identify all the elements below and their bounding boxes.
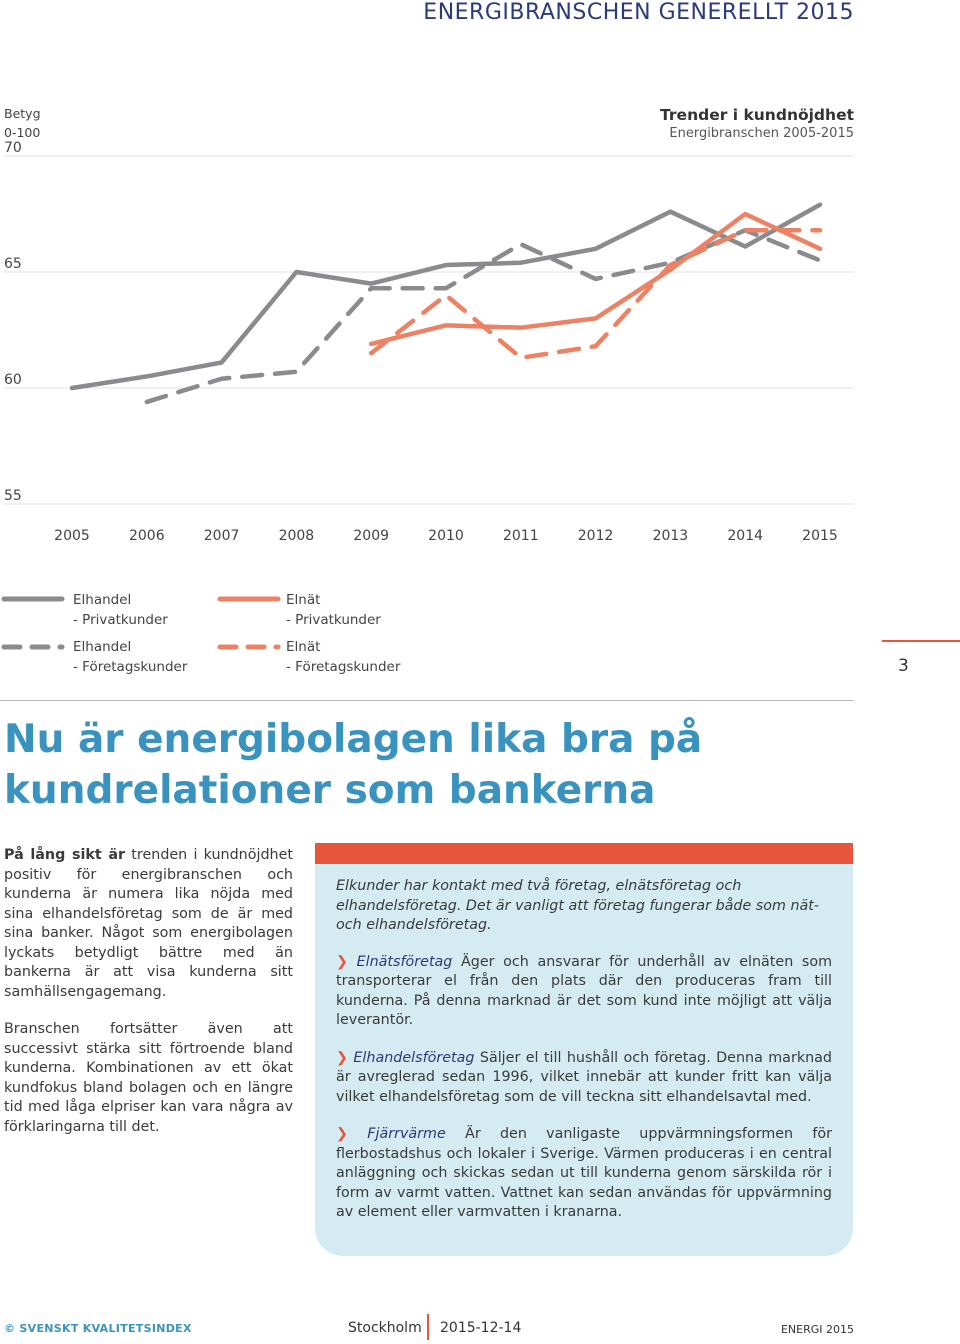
- section-divider: [0, 700, 854, 701]
- fact-box-term: Fjärrvärme: [367, 1126, 446, 1142]
- page-number-rule: [882, 640, 960, 642]
- x-tick-label: 2006: [128, 528, 165, 544]
- legend-label: - Privatkunder: [286, 612, 381, 628]
- chart-title: Trender i kundnöjdhet: [660, 106, 854, 124]
- footer-date: 2015-12-14: [440, 1320, 522, 1336]
- legend-label: - Privatkunder: [73, 612, 168, 628]
- article-heading: [4, 714, 702, 816]
- legend-entry-elhandel-foretag: [73, 637, 187, 677]
- x-tick-label: 2015: [802, 528, 838, 544]
- article-heading-line1: Nu är energibolagen lika bra på: [4, 717, 703, 762]
- chevron-right-icon: ❯: [336, 1126, 348, 1142]
- fact-box-term: Elhandelsföretag: [353, 1049, 475, 1066]
- chart-y-ticks: [4, 140, 22, 504]
- y-tick-label: 55: [4, 488, 22, 504]
- fact-box: [315, 843, 853, 1256]
- series-line-0: [72, 205, 820, 388]
- chart-subtitle: Energibranschen 2005-2015: [669, 126, 854, 141]
- legend-entry-elnat-privat: [286, 590, 381, 630]
- legend-label: Elnät: [286, 592, 321, 608]
- legend-entry-elhandel-privat: [73, 590, 168, 630]
- y-tick-label: 70: [4, 140, 22, 156]
- page-number: 3: [898, 656, 909, 676]
- body-lead: På lång sikt är: [4, 847, 126, 863]
- fact-box-text: Äger och ansvarar för underhåll av elnäten som transporterar el från den plats där den produceras fram till kunderna. På denna marknad är det som kund inte möjligt att välja leverantör.: [336, 953, 832, 1028]
- body-paragraph-1-text: trenden i kundnöjdhet positiv för energibranschen och kunderna är numera lika nöjda med sina elhandelsföretag som de är med sina banker. Något som energibolagen lyckats betydligt bättre med än bankerna är att visa kunderna sitt samhällsengagemang.: [4, 847, 293, 1000]
- legend-entry-elnat-foretag: [286, 637, 400, 677]
- fact-box-text: Säljer el till hushåll och företag. Denna marknad är avreglerad sedan 1996, vilket innebär att kunder fritt kan välja vilket elhandelsföretag som de vill teckna sitt elhandelsavtal med.: [336, 1049, 832, 1105]
- chevron-right-icon: ❯: [336, 953, 348, 970]
- fact-box-item-elnatsforetag: [336, 953, 832, 1031]
- legend-label: Elhandel: [73, 639, 132, 655]
- legend-label: - Företagskunder: [73, 659, 188, 675]
- y-axis-label-line2: 0-100: [4, 125, 41, 140]
- y-tick-label: 65: [4, 256, 22, 272]
- footer-city: Stockholm: [348, 1320, 422, 1336]
- fact-box-term: Elnätsföretag: [356, 953, 453, 970]
- article-heading-line2: kundrelationer som bankerna: [4, 768, 656, 813]
- body-paragraph-2: Branschen fortsätter även att successivt stärka sitt förtroende bland kunderna. Kombinationen av ett ökat kundfokus bland bolagen och en längre tid med låga elpriser kan vara några av förklaringarna till det.: [4, 1021, 293, 1135]
- x-tick-label: 2008: [278, 528, 315, 544]
- x-tick-label: 2012: [577, 528, 614, 544]
- x-tick-label: 2013: [652, 528, 689, 544]
- legend-label: Elnät: [286, 639, 321, 655]
- chevron-right-icon: ❯: [336, 1049, 348, 1066]
- x-tick-label: 2005: [54, 528, 90, 544]
- article-body: [4, 846, 293, 1155]
- y-axis-label-line1: Betyg: [4, 106, 41, 121]
- fact-box-item-elhandelsforetag: [336, 1049, 832, 1108]
- fact-box-intro: Elkunder har kontakt med två företag, elnätsföretag och elhandelsföretag. Det är vanligt att företag fungerar både som nät- och elhandelsföretag.: [336, 878, 820, 933]
- legend-label: Elhandel: [73, 592, 132, 608]
- x-tick-label: 2009: [353, 528, 390, 544]
- x-tick-label: 2011: [502, 528, 539, 544]
- page-header-title: ENERGIBRANSCHEN GENERELLT 2015: [423, 0, 854, 25]
- y-tick-label: 60: [4, 372, 22, 388]
- fact-box-header-bar: [315, 843, 853, 864]
- legend-label: - Företagskunder: [286, 659, 401, 675]
- footer-publication: ENERGI 2015: [780, 1323, 854, 1336]
- chart-x-ticks: [54, 528, 838, 544]
- series-line-1: [147, 230, 820, 402]
- x-tick-label: 2007: [203, 528, 240, 544]
- footer-brand: © SVENSKT KVALITETSINDEX: [4, 1322, 192, 1335]
- fact-box-text: Är den vanligaste uppvärmningsformen för flerbostadshus och lokaler i Sverige. Värmen produceras i en central anläggning och skickas sedan ut till kunderna genom särskilda rör i form av varmt vatten. Vattnet kan sedan användas för uppvärmning av element eller varmvatten i kranarna.: [336, 1126, 833, 1220]
- x-tick-label: 2010: [428, 528, 464, 544]
- fact-box-content: [336, 877, 832, 1241]
- x-tick-label: 2014: [727, 528, 764, 544]
- fact-box-item-fjarrvarme: [336, 1125, 832, 1223]
- body-paragraph-1: [4, 846, 293, 1002]
- chart-series-lines: [72, 205, 820, 402]
- footer-separator: [427, 1314, 429, 1340]
